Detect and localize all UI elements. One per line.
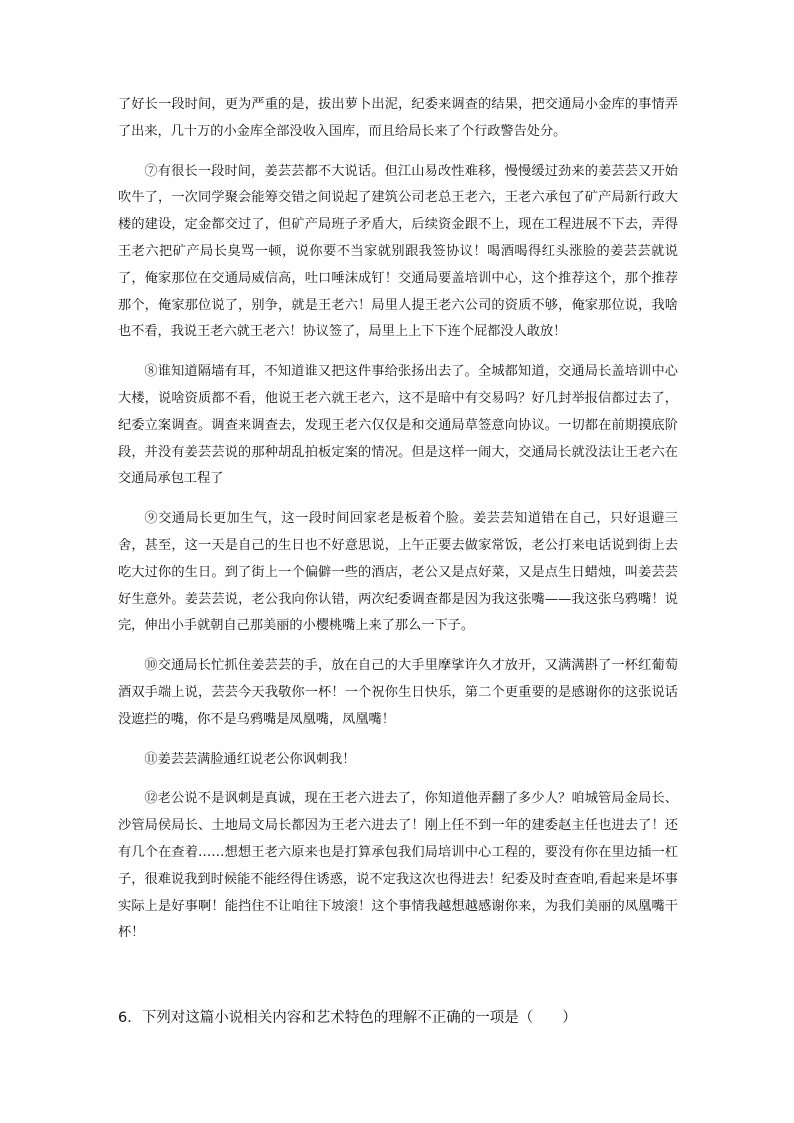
paragraph-12: ⑫老公说不是讽刺是真诚，现在王老六进去了，你知道他弄翻了多少人？咱城管局金局长、沙管局侯局长、土地局文局长都因为王老六进去了！刚上任不到一年的建委赵主任也进去了！还有几个在查着……想想王老六原来也是打算承包我们局培训中心工程的，要没有你在里边插一杠子，很难说我到时候能不能经得住诱惑，说不定我这次也得进去！纪委及时查查咱,看起来是坏事实际上是好事啊！能挡住不让咱往下坡滚！这个事情我越想越感谢你来，为我们美丽的凤凰嘴干杯！	[118, 791, 678, 941]
story-text	[118, 92, 678, 960]
paragraph-7: ⑦有很长一段时间，姜芸芸都不大说话。但江山易改性难移，慢慢缓过劲来的姜芸芸又开始吹牛了，一次同学聚会能筹交错之间说起了建筑公司老总王老六，王老六承包了矿产局新行政大楼的建设，定金都交过了，但矿产局班子矛盾大，后续资金跟不上，现在工程进展不下去，弄得王老六把矿产局长臭骂一顿，说你要不当家就别跟我签协议！喝酒喝得红头涨脸的姜芸芸就说了，俺家那位在交通局威信高，吐口唾沫成钉！交通局要盖培训中心，这个推荐这个，那个推荐那个，俺家那位说了，别争，就是王老六！局里人提王老六公司的资质不够，俺家那位说，我啥也不看，我说王老六就王老六！协议签了，局里上上下下连个屁都没人敢放！	[118, 163, 678, 340]
paragraph-10: ⑩交通局长忙抓住姜芸芸的手，放在自己的大手里摩挲许久才放开，又满满斟了一杯红葡萄酒双手端上说，芸芸今天我敬你一杯！一个祝你生日快乐，第二个更重要的是感谢你的这张说话没遮拦的嘴，你不是乌鸦嘴是凤凰嘴，凤凰嘴！	[118, 658, 678, 727]
paragraph-11: ⑪姜芸芸满脸通红说老公你讽刺我！	[144, 751, 356, 767]
paragraph-8: ⑧谁知道隔墙有耳，不知道谁又把这件事给张扬出去了。全城都知道，交通局长盖培训中心大楼，说啥资质都不看，他说王老六就王老六，这不是暗中有交易吗？好几封举报信都过去了，纪委立案调查。调查来调查去，发现王老六仅仅是和交通局草签意向协议。一切都在前期摸底阶段，并没有姜芸芸说的那种胡乱拍板定案的情况。但是这样一闹大，交通局长就没法让王老六在交通局承包工程了	[118, 364, 678, 487]
paragraph-9: ⑨交通局长更加生气，这一段时间回家老是板着个脸。姜芸芸知道错在自己，只好退避三舍，甚至，这一天是自己的生日也不好意思说，上午正要去做家常饭，老公打来电话说到街上去吃大过你的生日。到了街上一个偏僻一些的酒店，老公又是点好菜，又是点生日蜡烛，叫姜芸芸好生意外。姜芸芸说，老公我向你认错，两次纪委调查都是因为我这张嘴——我这张乌鸦嘴！说完，伸出小手就朝自己那美丽的小樱桃嘴上来了那么一下子。	[118, 511, 678, 634]
question-6: 6．下列对这篇小说相关内容和艺术特色的理解不正确的一项是（ ）	[118, 1010, 577, 1026]
paragraph-continued: 了好长一段时间，更为严重的是，拔出萝卜出泥，纪委来调查的结果，把交通局小金库的事情弄了出来，几十万的小金库全部没收入国库，而且给局长来了个行政警告处分。	[118, 97, 678, 139]
